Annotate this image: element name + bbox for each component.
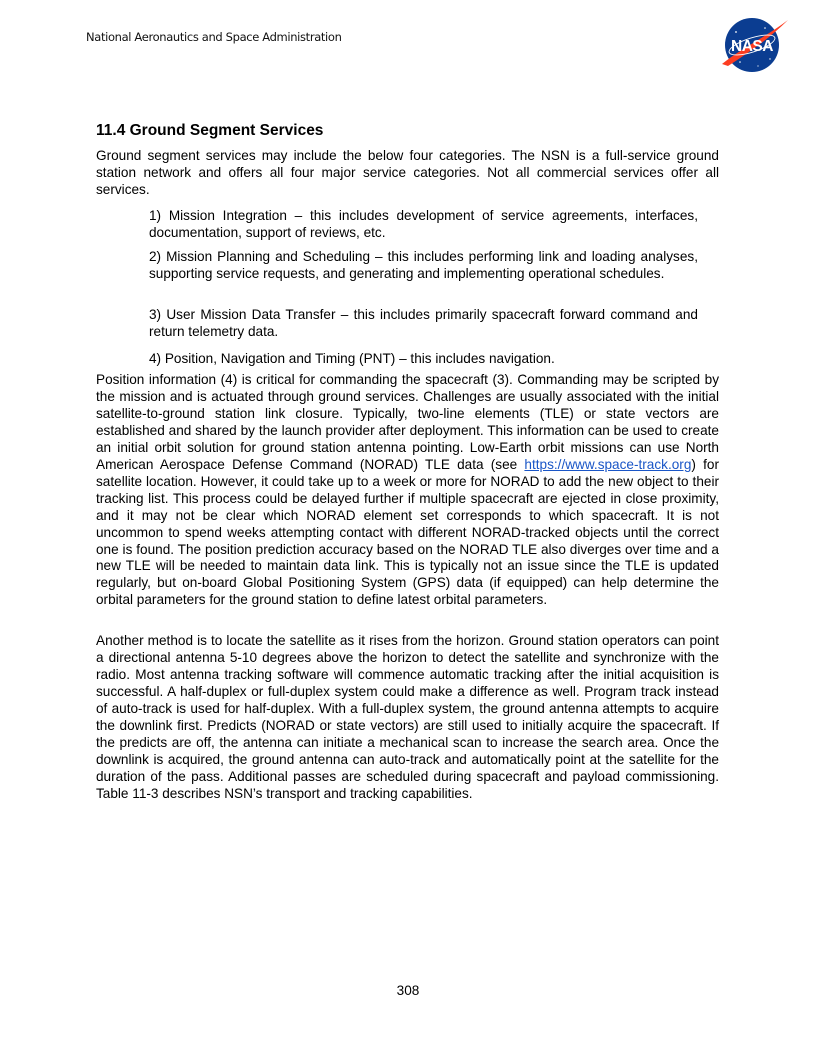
section-title: 11.4 Ground Segment Services: [96, 122, 324, 139]
category-pnt: 4) Position, Navigation and Timing (PNT) – this includes navigation.: [149, 351, 555, 366]
paragraph-text: Position information (4) is critical for commanding the spacecraft (3). Commanding may be scripted by the mission and is actuated through ground services. Challenges are usually associated with the initial satellite-to-ground station link closure. Typically, two-line elements (TLE) or state vectors are established and shared by the launch provider after deployment. This information can be used to create an initial orbit solution for ground station antenna pointing. Low-Earth orbit missions can use North American Aerospace Defense Command (NORAD) TLE data (see: [96, 372, 719, 472]
category-data-transfer: 3) User Mission Data Transfer – this includes primarily spacecraft forward command and return telemetry data.: [149, 307, 698, 339]
category-mission-integration: 1) Mission Integration – this includes development of service agreements, interfaces, documentation, support of reviews, etc.: [149, 208, 698, 240]
category-mission-planning: 2) Mission Planning and Scheduling – this includes performing link and loading analyses, supporting service requests, and generating and implementing operational schedules.: [149, 249, 698, 281]
space-track-link[interactable]: https://www.space-track.org: [524, 456, 692, 472]
paragraph-position-information: [96, 372, 719, 609]
page-number: 308: [396, 983, 420, 998]
nasa-logo: [718, 14, 790, 76]
paragraph-horizon-method: Another method is to locate the satellite as it rises from the horizon. Ground station operators can point a directional antenna 5-10 degrees above the horizon to detect the satellite and synchronize with the radio. Most antenna tracking software will commence automatic tracking after the initial acquisition is successful. A half-duplex or full-duplex system could make a difference as well. Program track instead of auto-track is used for half-duplex. With a full-duplex system, the ground antenna attempts to acquire the downlink first. Predicts (NORAD or state vectors) are still used to initially acquire the spacecraft. If the predicts are off, the antenna can initiate a mechanical scan to increase the search area. Once the downlink is acquired, the ground antenna can auto-track and automatically point at the satellite for the duration of the pass. Additional passes are scheduled during spacecraft and payload commissioning. Table 11-3 describes NSN’s transport and tracking capabilities.: [96, 633, 719, 801]
header-agency-name: National Aeronautics and Space Administration: [86, 30, 342, 44]
nasa-logo-text: NASA: [731, 38, 773, 55]
paragraph-text: ) for satellite location. However, it could take up to a week or more for NORAD to add the new object to their tracking list. This process could be delayed further if multiple spacecraft are ejected in close proximity, and it may not be clear which NORAD element set corresponds to which spacecraft. It is not uncommon to spend weeks attempting contact with different NORAD-tracked objects until the correct one is found. The position prediction accuracy based on the NORAD TLE also diverges over time and a new TLE will be needed to maintain data link. This is typically not an issue since the TLE is updated regularly, but on-board Global Positioning System (GPS) data (if equipped) can help determine the orbital parameters for the ground station to define latest orbital parameters.: [96, 456, 719, 608]
section-intro: Ground segment services may include the below four categories. The NSN is a full-service ground station network and offers all four major service categories. Not all commercial services offer all services.: [96, 148, 719, 197]
